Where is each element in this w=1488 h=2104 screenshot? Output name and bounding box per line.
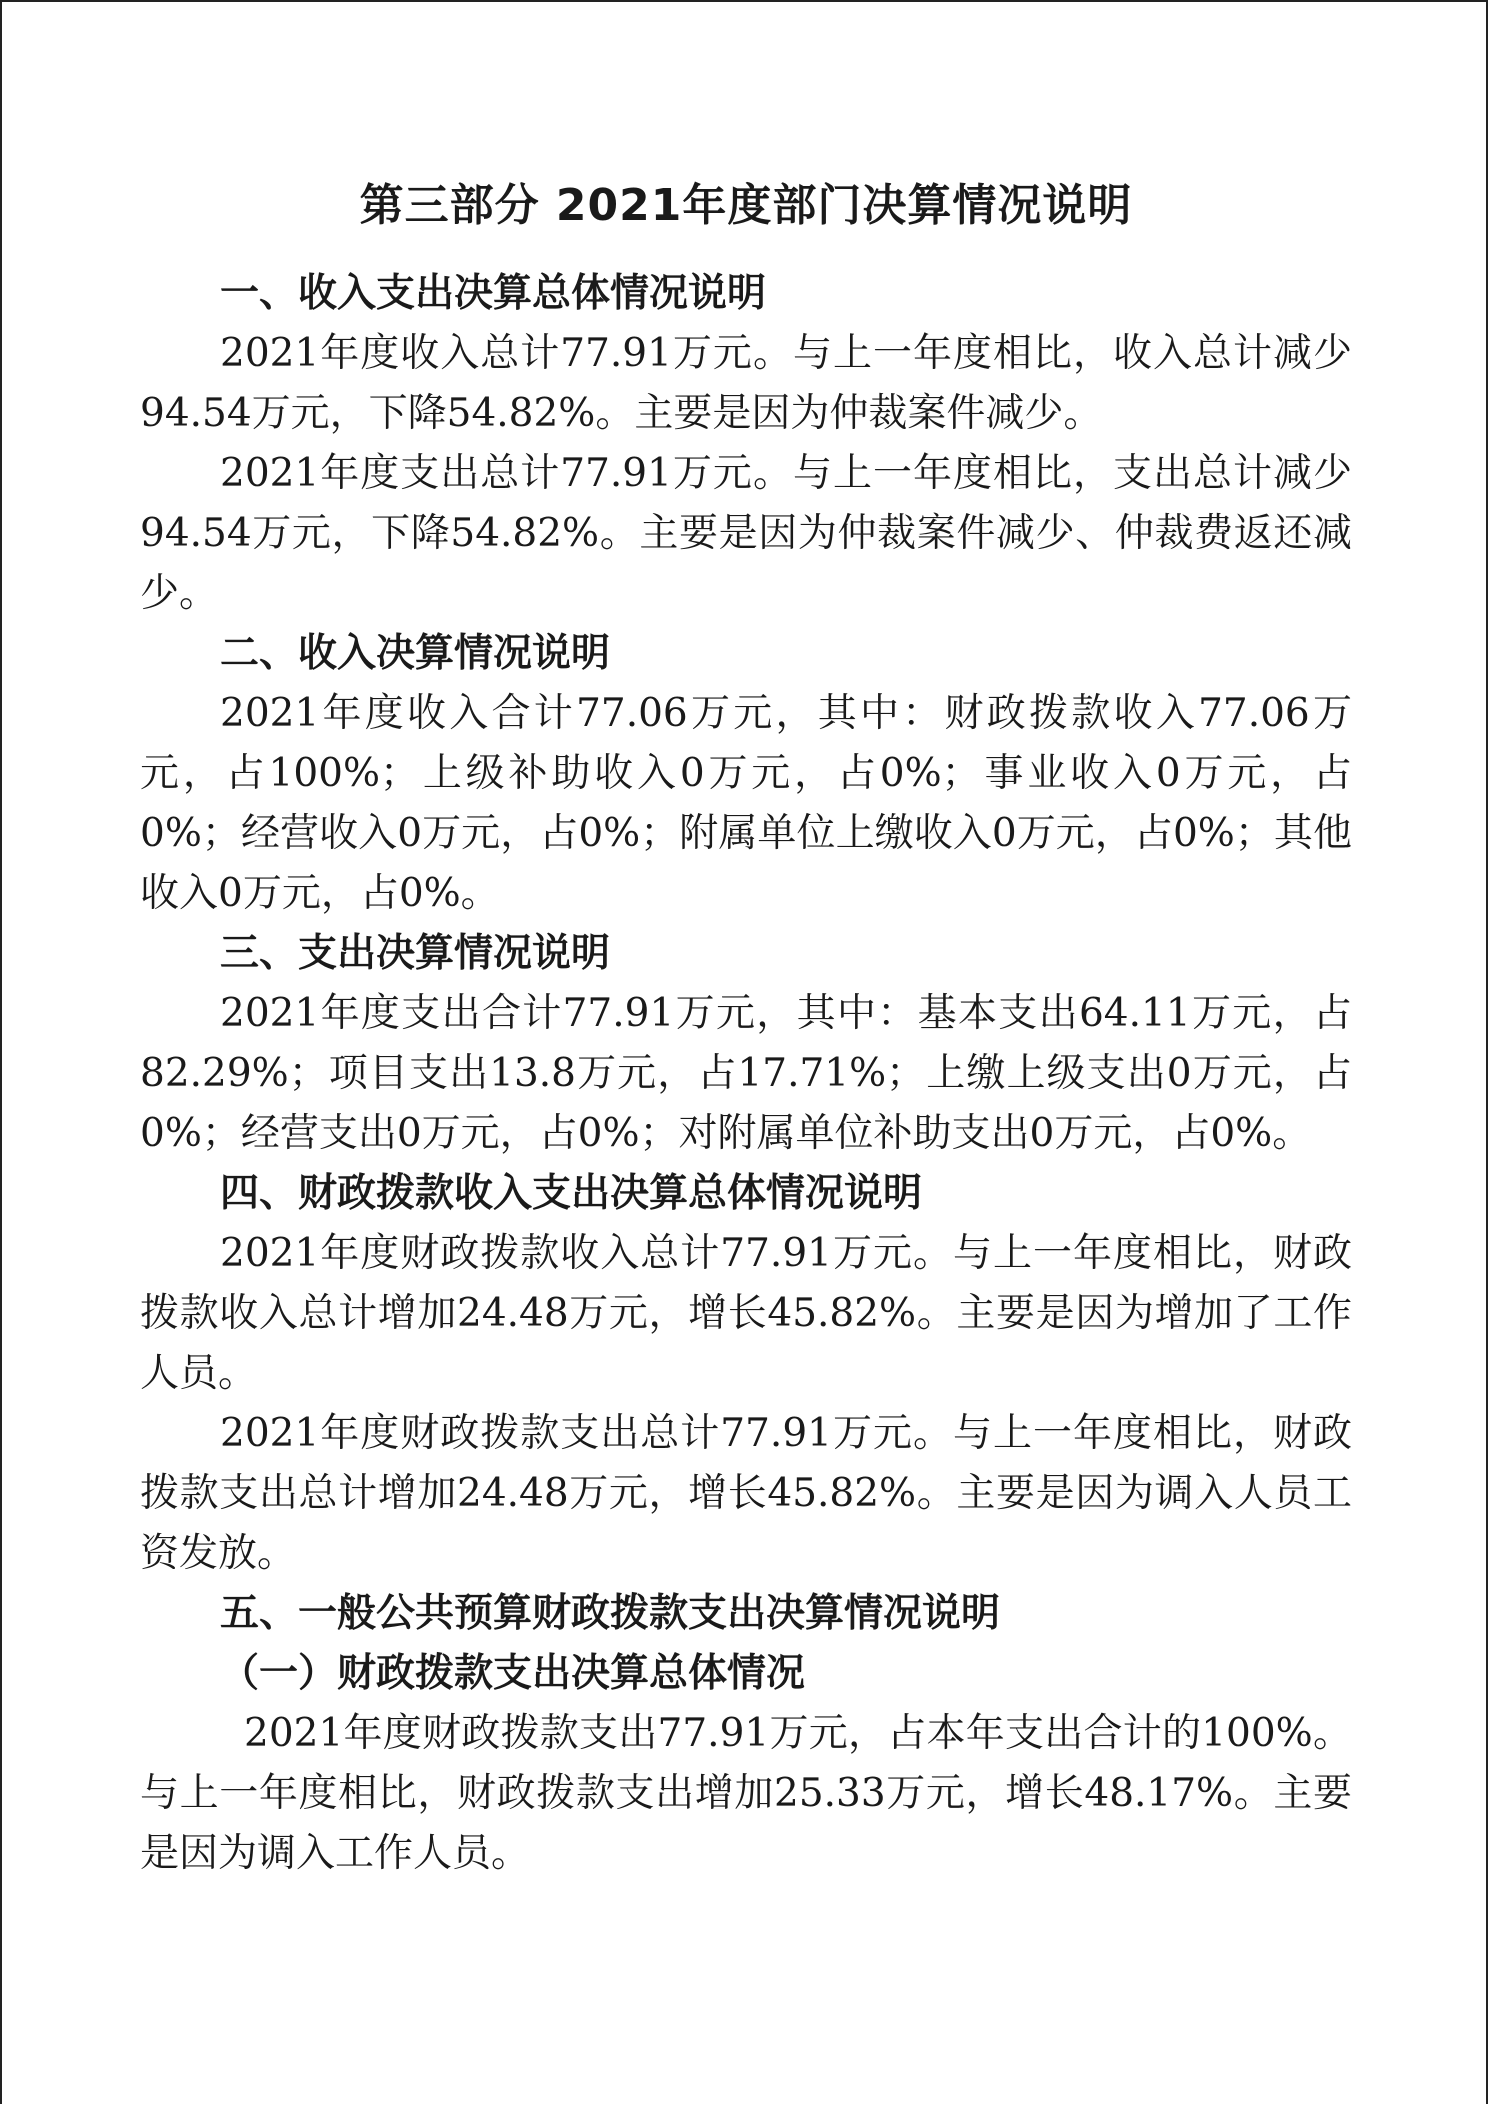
paragraph: 2021年度支出合计77.91万元，其中：基本支出64.11万元，占82.29%；项目支出13.8万元，占17.71%；上缴上级支出0万元，占0%；经营支出0万元，占0%；对附属单位补助支出0万元，占0%。 xyxy=(140,991,1352,1156)
section-4 xyxy=(140,1164,1352,1584)
section-5 xyxy=(140,1584,1352,1884)
section-heading: 五、一般公共预算财政拨款支出决算情况说明 xyxy=(220,1591,1001,1636)
sub-heading: （一）财政拨款支出决算总体情况 xyxy=(220,1651,806,1696)
section-1 xyxy=(140,264,1352,624)
paragraph: 2021年度收入合计77.06万元，其中：财政拨款收入77.06万元，占100%；上级补助收入0万元，占0%；事业收入0万元，占0%；经营收入0万元，占0%；附属单位上缴收入0万元，占0%；其他收入0万元，占0%。 xyxy=(140,691,1352,916)
section-2 xyxy=(140,624,1352,924)
paragraph: 2021年度支出总计77.91万元。与上一年度相比，支出总计减少94.54万元，下降54.82%。主要是因为仲裁案件减少、仲裁费返还减少。 xyxy=(140,451,1352,616)
paragraph: 2021年度财政拨款收入总计77.91万元。与上一年度相比，财政拨款收入总计增加24.48万元，增长45.82%。主要是因为增加了工作人员。 xyxy=(140,1231,1352,1396)
section-heading: 三、支出决算情况说明 xyxy=(220,931,611,976)
section-heading: 四、财政拨款收入支出决算总体情况说明 xyxy=(220,1171,923,1216)
paragraph: 2021年度财政拨款支出总计77.91万元。与上一年度相比，财政拨款支出总计增加24.48万元，增长45.82%。主要是因为调入人员工资发放。 xyxy=(140,1411,1352,1576)
section-heading: 二、收入决算情况说明 xyxy=(220,631,611,676)
paragraph: 2021年度财政拨款支出77.91万元，占本年支出合计的100%。与上一年度相比，财政拨款支出增加25.33万元，增长48.17%。主要是因为调入工作人员。 xyxy=(140,1711,1352,1876)
document-body xyxy=(140,178,1352,1884)
paragraph: 2021年度收入总计77.91万元。与上一年度相比，收入总计减少94.54万元，下降54.82%。主要是因为仲裁案件减少。 xyxy=(140,331,1352,436)
page-title: 第三部分 2021年度部门决算情况说明 xyxy=(359,180,1133,231)
section-heading: 一、收入支出决算总体情况说明 xyxy=(220,271,767,316)
section-3 xyxy=(140,924,1352,1164)
